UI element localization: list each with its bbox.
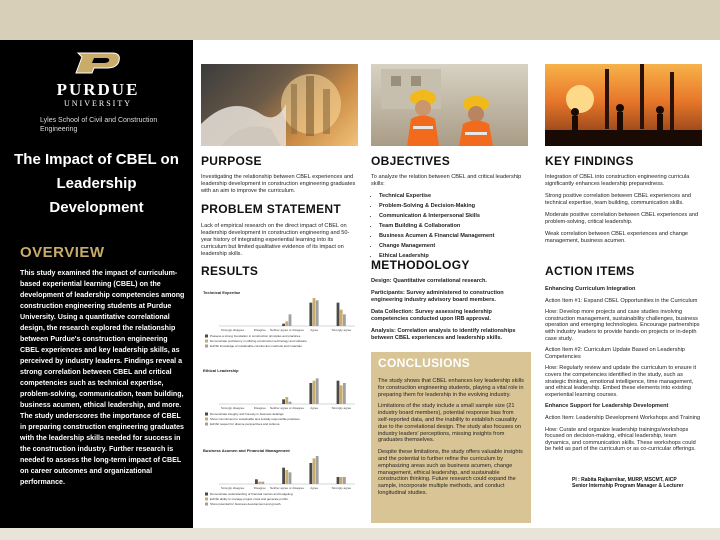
problem-heading: PROBLEM STATEMENT <box>201 202 341 216</box>
paragraph: Design: Quantitative correlational research. <box>371 278 487 284</box>
objective-item: • Problem-Solving & Decision-Making <box>379 203 529 210</box>
category-label: Disagree <box>253 486 266 490</box>
bar <box>340 385 343 404</box>
poster <box>0 40 720 528</box>
photo-sunset-silhouettes <box>545 64 702 146</box>
legend-swatch <box>205 493 208 496</box>
bar <box>289 472 292 484</box>
category-label: Agree <box>310 406 319 410</box>
bar <box>285 397 288 404</box>
paragraph: How: Curate and organize leadership trainings/workshops focused on decision-making, ethical leadership, team dynamics, and communication skills. These workshops could be held as part of the curriculum or as co-curricular offerings. <box>545 426 696 453</box>
objective-item: • Technical Expertise <box>379 193 529 200</box>
legend-swatch <box>205 423 208 426</box>
objective-item: • Communication & Interpersonal Skills <box>379 213 529 220</box>
objective-item: • Business Acumen & Financial Management <box>379 233 529 240</box>
bar <box>316 300 319 326</box>
bar <box>258 482 261 484</box>
bar <box>282 399 285 404</box>
objective-item: • Change Management <box>379 243 529 250</box>
purpose-heading: PURPOSE <box>201 154 262 168</box>
bar <box>289 314 292 326</box>
top-band <box>0 0 720 40</box>
legend-swatch <box>205 418 208 421</box>
bar <box>316 456 319 484</box>
bar <box>309 463 312 484</box>
problem-text: Lack of empirical research on the direct impact of CBEL on leadership development in construction engineering and 50-year history of integrating experiential learning into its curriculum but limited qualitative evidence of its impact on leadership skills. <box>201 223 350 257</box>
legend-label: Demonstrate integrity and honesty in business dealings. <box>210 412 285 416</box>
bar <box>285 321 288 326</box>
purpose-text: Investigating the relationship between CBEL experiences and leadership development in construction engineering graduates with an aim to improve the curriculum. <box>201 174 356 194</box>
legend-swatch <box>205 340 208 343</box>
paragraph: Action Item #2: Curriculum Update Based on Leadership Competencies <box>545 347 685 360</box>
paragraph: Enhance Support for Leadership Development <box>545 403 669 410</box>
bar <box>313 298 316 326</box>
methodology-heading: METHODOLOGY <box>371 258 470 272</box>
legend-swatch <box>205 335 208 338</box>
left-column <box>0 40 193 528</box>
chart-title: Ethical Leadership <box>203 368 239 373</box>
bar <box>343 477 346 484</box>
legend-swatch <box>205 498 208 501</box>
photo-art <box>545 64 702 146</box>
objectives-heading: OBJECTIVES <box>371 154 451 168</box>
legend-label: Exhibit ability to manage project costs and generate profits. <box>210 497 289 501</box>
category-label: Strongly disagree <box>220 486 245 490</box>
bar <box>337 381 340 404</box>
paragraph: Data Collection: Survey assessing leadership competencies conducted upon IRB approval. <box>371 309 492 322</box>
action-items-heading: ACTION ITEMS <box>545 264 635 278</box>
poster-title: The Impact of CBEL on Leadership Development <box>14 151 179 216</box>
school-name: Lyles School of Civil and Construction Engineering <box>40 117 158 133</box>
bar <box>261 482 264 484</box>
paragraph: Action Item #1: Expand CBEL Opportunities in the Curriculum <box>545 297 698 304</box>
category-label: Strongly disagree <box>220 406 245 410</box>
paragraph: Action Item: Leadership Development Workshops and Training <box>545 414 701 421</box>
objective-item: • Team Building & Collaboration <box>379 223 529 230</box>
results-heading: RESULTS <box>201 264 259 278</box>
bar <box>289 402 292 404</box>
category-label: Agree <box>310 328 319 332</box>
category-label: Agree <box>310 486 319 490</box>
legend-swatch <box>205 345 208 348</box>
category-label: Neither agree or disagree <box>269 328 305 332</box>
paragraph: Integration of CBEL into construction engineering curricula significantly enhances leadership preparedness. <box>545 174 690 187</box>
conclusions-heading: CONCLUSIONS <box>378 356 470 370</box>
purdue-logo <box>50 52 146 108</box>
objectives-intro: To analyze the relation between CBEL and critical leadership skills: <box>371 174 522 187</box>
legend-label: Show potential for business development and growth. <box>210 502 282 506</box>
paragraph: Enhancing Curriculum Integration <box>545 286 636 292</box>
purdue-p-icon <box>72 52 122 74</box>
objectives-block <box>371 174 529 263</box>
bar <box>313 381 316 404</box>
category-label: Neither agree or disagree <box>269 486 305 490</box>
paragraph: Despite these limitations, the study offers valuable insights and the potential to further refine the curriculum by emphasizing areas such as business acumen, change management, ethical leadership, and sustainable construction thinking. Future research could expand the sample, incorporate multiple methods, and conduct longitudinal studies. <box>378 449 523 496</box>
action-items-text <box>545 286 703 458</box>
bar <box>285 470 288 484</box>
chart-technical-expertise <box>201 288 359 354</box>
legend-label: Exhibit knowledge of sustainable construction methods and materials. <box>210 344 303 348</box>
bar <box>340 310 343 326</box>
bar <box>340 477 343 484</box>
bar <box>337 303 340 326</box>
category-label: Disagree <box>253 406 266 410</box>
photo-art <box>201 64 358 146</box>
category-label: Strongly agree <box>331 406 352 410</box>
key-findings-heading: KEY FINDINGS <box>545 154 634 168</box>
pi-credit <box>572 477 683 489</box>
objectives-list <box>379 193 529 260</box>
chart-title: Business Acumen and Financial Management <box>203 448 290 453</box>
paragraph: Analysis: Correlation analysis to identify relationships between CBEL experiences and leadership skills. <box>371 328 516 341</box>
chart-title: Technical Expertise <box>203 290 241 295</box>
legend-label: Exhibit respect for diverse perspectives and cultures. <box>210 422 281 426</box>
category-label: Disagree <box>253 328 266 332</box>
paragraph: Strong positive correlation between CBEL experiences and technical expertise, team building, communication skills. <box>545 193 691 206</box>
paragraph: How: Develop more projects and case studies involving construction management, sustainability challenges, business operation and emerging technologies. Encourage partnerships with industry leaders to provide hands-on projects or in-depth case study. <box>545 309 700 342</box>
bar <box>337 477 340 484</box>
bar <box>313 458 316 484</box>
legend-swatch <box>205 413 208 416</box>
bar <box>282 324 285 326</box>
category-label: Strongly disagree <box>220 328 245 332</box>
legend-label: Possess a strong foundation in construction principles and practices. <box>210 334 302 338</box>
legend-label: Show commitment to sustainable and socially responsible practices. <box>210 417 301 421</box>
bottom-band <box>0 528 720 540</box>
photo-engineering-hands <box>201 64 358 146</box>
bar <box>255 479 258 484</box>
key-findings-text <box>545 174 703 250</box>
pi-name: PI : Rabita Rajkarnikar, MURP, MSCMT, AICP <box>572 477 677 483</box>
legend-label: Demonstrate understanding of financial metrics and budgeting. <box>210 492 294 496</box>
legend-label: Demonstrate proficiency in utilizing construction technology and software. <box>210 339 308 343</box>
chart-business-acumen <box>201 446 359 524</box>
logo-word: PURDUE <box>56 80 140 99</box>
logo-sub: UNIVERSITY <box>64 99 132 108</box>
paragraph: Participants: Survey administered to construction engineering industry advisory board members. <box>371 290 504 303</box>
photo-construction-workers <box>371 64 528 146</box>
conclusions-text <box>378 378 524 502</box>
bar <box>282 468 285 484</box>
category-label: Strongly agree <box>331 328 352 332</box>
paragraph: Moderate positive correlation between CBEL experiences and problem-solving, critical leadership. <box>545 212 699 225</box>
overview-heading: OVERVIEW <box>20 244 105 261</box>
category-label: Strongly agree <box>331 486 352 490</box>
overview-text: This study examined the impact of curriculum-based experiential learning (CBEL) on the development of leadership competencies among construction engineering students at Purdue University. Using a quantitative correlational design, the research explored the relationship between Purdue's construction engineering CBEL experiences and key leadership skills, as perceived by industry leaders. Findings reveal a strong correlation between CBEL and critical competencies such as technical expertise, problem-solving, communication, team building, business acumen, ethical leadership, and more. The study underscores the importance of CBEL in preparing construction engineering graduates with the leadership skills needed for success in the construction industry. Further research is needed to assess the long-term impact of CBEL on career outcomes and organizational performance. <box>20 269 185 486</box>
bar <box>316 378 319 404</box>
paragraph: Weak correlation between CBEL experiences and change management, business acumen. <box>545 231 689 244</box>
category-label: Neither agree or disagree <box>269 406 305 410</box>
bar <box>309 303 312 326</box>
chart-ethical-leadership <box>201 366 359 432</box>
bar <box>343 383 346 404</box>
bar <box>343 314 346 326</box>
methodology-text <box>371 278 529 347</box>
pi-role: Senior Internship Program Manager & Lecturer <box>572 483 684 489</box>
bar <box>309 383 312 404</box>
paragraph: The study shows that CBEL enhances key leadership skills for construction engineering students, playing a vital role in preparing them for leadership in the evolving industry. <box>378 378 524 398</box>
paragraph: How: Regularly review and update the curriculum to ensure it covers the competencies identified in the study, such as strategic thinking, emotional intelligence, time management, and ethical leadership. Embed these elements into existing experiential learning courses. <box>545 365 697 398</box>
photo-art <box>371 64 528 146</box>
objective-item: • Ethical Leadership <box>379 253 529 260</box>
paragraph: Limitations of the study include a small sample size (21 industry board members), potential response bias from self-reported data, and the inability to establish causality due to the correlational design. The study also focuses on industry leaders' perceptions, missing insights from graduates themselves. <box>378 403 521 444</box>
legend-swatch <box>205 503 208 506</box>
